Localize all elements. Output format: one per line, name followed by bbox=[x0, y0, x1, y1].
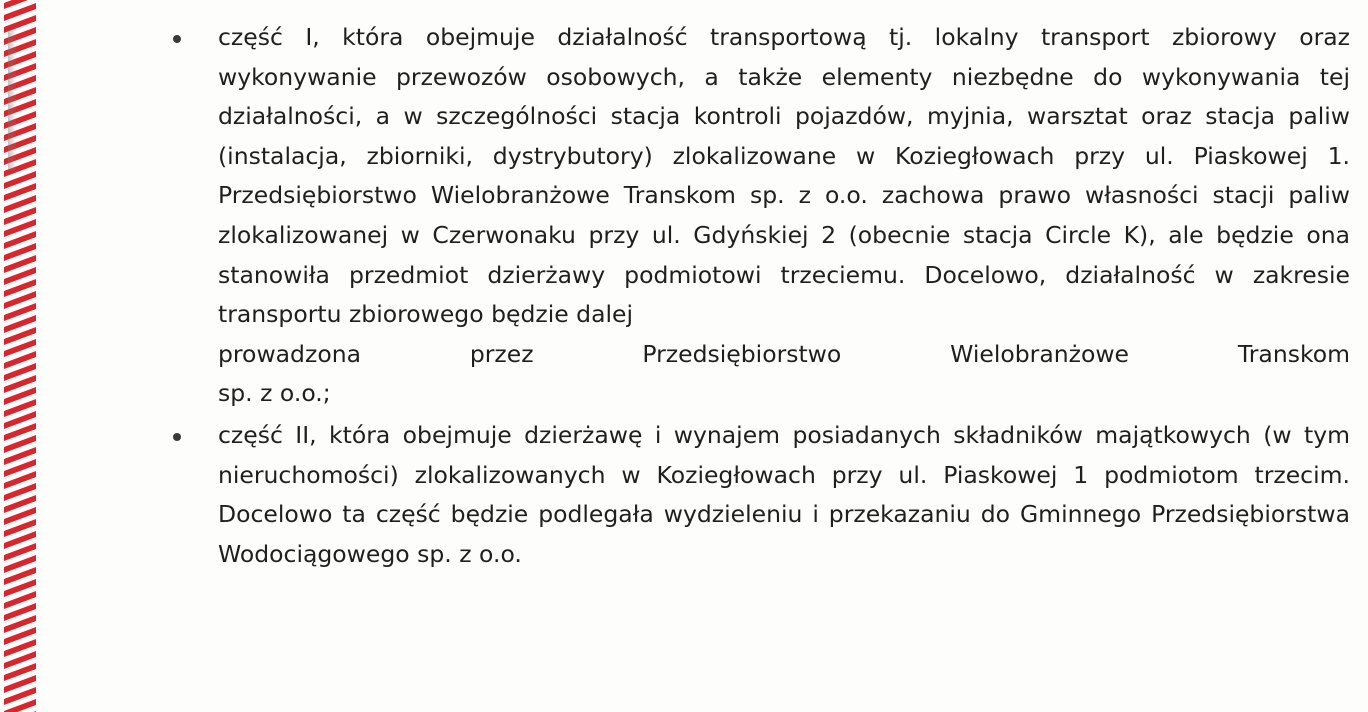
bullet-icon bbox=[173, 35, 181, 43]
list-item-text: część I, która obejmuje działalność transportową tj. lokalny transport zbiorowy oraz wykonywanie przewozów osobowych, a także elementy niezbędne do wykonywania tej działalności, a w szczególności stacja kontroli pojazdów, myjnia, warsztat oraz stacja paliw (instalacja, zbiorniki, dystrybutory) zlokalizowane w Koziegłowach przy ul. Piaskowej 1. Przedsiębiorstwo Wielobranżowe Transkom sp. z o.o. zachowa prawo własności stacji paliw zlokalizowanej w Czerwonaku przy ul. Gdyńskiej 2 (obecnie stacja Circle K), ale będzie ona stanowiła przedmiot dzierżawy podmiotowi trzeciemu. Docelowo, działalność w zakresie transportu zbiorowego będzie dalej bbox=[218, 23, 1350, 329]
page-edge-shadow bbox=[8, 30, 16, 170]
list-item bbox=[160, 416, 1350, 574]
list-item-text-spread-line: prowadzona przez Przedsiębiorstwo Wielobranżowe Transkom bbox=[218, 339, 1350, 368]
document-body bbox=[160, 0, 1350, 574]
bullet-icon bbox=[173, 433, 181, 441]
list-item bbox=[160, 18, 1350, 414]
bullet-list bbox=[160, 18, 1350, 574]
list-item-text: część II, która obejmuje dzierżawę i wynajem posiadanych składników majątkowych (w tym nieruchomości) zlokalizowanych w Koziegłowach przy ul. Piaskowej 1 podmiotom trzecim. Docelowo ta część będzie podlegała wydzieleniu i przekazaniu do Gminnego Przedsiębiorstwa Wodociągowego sp. z o.o. bbox=[218, 420, 1350, 568]
binding-cord bbox=[0, 0, 46, 712]
list-item-text-end: sp. z o.o.; bbox=[218, 379, 331, 408]
binding-cord-graphic bbox=[0, 0, 46, 712]
